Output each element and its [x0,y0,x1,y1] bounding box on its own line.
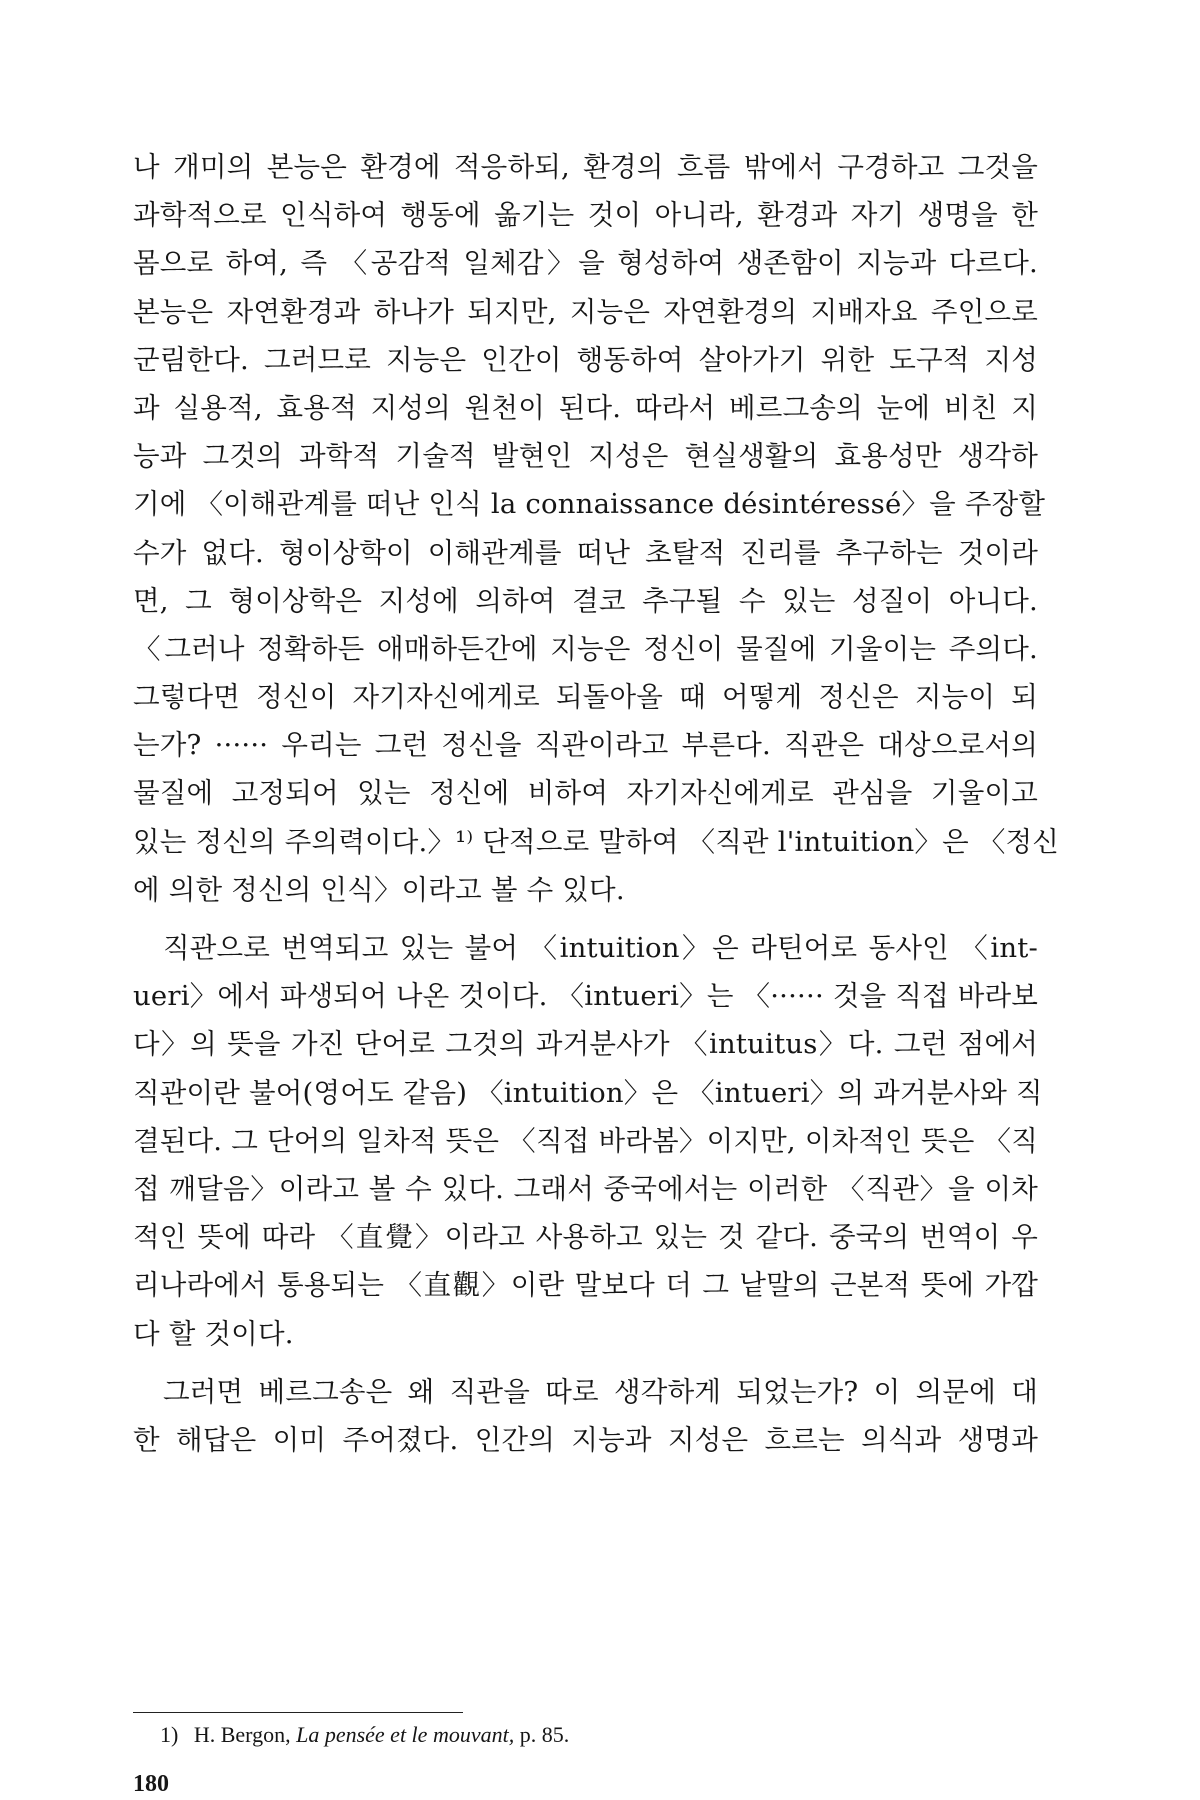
text-line: 다 할 것이다. [133,1317,294,1350]
text-line: 접 깨달음〉이라고 볼 수 있다. 그래서 중국에서는 이러한 〈직관〉을 이차 [133,1172,1038,1205]
text-line: 있는 정신의 주의력이다.〉¹⁾ 단적으로 말하여 〈직관 l'intuition〉은 〈정신 [133,825,1060,858]
footnote-divider [133,1712,463,1713]
page-number: 180 [133,1771,169,1797]
text-line: 본능은 자연환경과 하나가 되지만, 지능은 자연환경의 지배자요 주인으로 [133,295,1038,328]
paragraph-gap [133,1358,1038,1368]
text-line: 리나라에서 통용되는 〈直觀〉이란 말보다 더 그 낱말의 근본적 뜻에 가깝 [133,1269,1038,1302]
text-line: 결된다. 그 단어의 일차적 뜻은 〈직접 바라봄〉이지만, 이차적인 뜻은 〈직 [133,1124,1038,1157]
paragraph-1 [133,143,1060,914]
text-line: 몸으로 하여, 즉 〈공감적 일체감〉을 형성하여 생존함이 지능과 다르다. [133,247,1038,280]
text-line: ueri〉에서 파생되어 나온 것이다. 〈intueri〉는 〈······ 것을 직접 바라보 [133,980,1039,1013]
footnote [160,1720,569,1750]
footnote-author: H. Bergon, [193,1722,291,1747]
body-text [133,143,1060,1464]
footnote-page: p. 85. [519,1722,570,1747]
text-line: 면, 그 형이상학은 지성에 의하여 결코 추구될 수 있는 성질이 아니다. [133,584,1038,617]
text-line: 나 개미의 본능은 환경에 적응하되, 환경의 흐름 밖에서 구경하고 그것을 [133,151,1038,183]
paragraph-2 [133,924,1043,1358]
text-line: 군림한다. 그러므로 지능은 인간이 행동하여 살아가기 위한 도구적 지성 [133,343,1038,376]
text-line: 과학적으로 인식하여 행동에 옮기는 것이 아니라, 환경과 자기 생명을 한 [133,199,1038,232]
text-line: 에 의한 정신의 인식〉이라고 볼 수 있다. [133,873,625,906]
text-line: 〈그러나 정확하든 애매하든간에 지능은 정신이 물질에 기울이는 주의다. [133,632,1038,665]
text-line: 다〉의 뜻을 가진 단어로 그것의 과거분사가 〈intuitus〉다. 그런 점에서 [133,1028,1038,1061]
text-line: 기에 〈이해관계를 떠난 인식 la connaissance désintéressé〉을 주장할 [133,488,1046,521]
text-line: 한 해답은 이미 주어졌다. 인간의 지능과 지성은 흐르는 의식과 생명과 [133,1423,1038,1456]
footnote-title: La pensée et le mouvant, [296,1722,515,1747]
footnote-number: 1) [160,1722,179,1747]
text-line: 그렇다면 정신이 자기자신에게로 되돌아올 때 어떻게 정신은 지능이 되 [133,681,1038,714]
text-line: 는가? ······ 우리는 그런 정신을 직관이라고 부른다. 직관은 대상으로서의 [133,729,1038,762]
text-line: 적인 뜻에 따라 〈直覺〉이라고 사용하고 있는 것 같다. 중국의 번역이 우 [133,1221,1038,1254]
text-line: 과 실용적, 효용적 지성의 원천이 된다. 따라서 베르그송의 눈에 비친 지 [133,391,1038,424]
text-line: 그러면 베르그송은 왜 직관을 따로 생각하게 되었는가? 이 의문에 대 [163,1375,1038,1408]
paragraph-gap [133,914,1038,924]
text-line: 능과 그것의 과학적 기술적 발현인 지성은 현실생활의 효용성만 생각하 [133,440,1038,473]
text-line: 직관으로 번역되고 있는 불어 〈intuition〉은 라틴어로 동사인 〈int- [163,932,1038,964]
text-line: 직관이란 불어(영어도 같음) 〈intuition〉은 〈intueri〉의 과거분사와 직 [133,1076,1043,1109]
text-line: 수가 없다. 형이상학이 이해관계를 떠난 초탈적 진리를 추구하는 것이라 [133,536,1038,569]
text-line: 물질에 고정되어 있는 정신에 비하여 자기자신에게로 관심을 기울이고 [133,777,1038,810]
paragraph-3 [133,1368,1038,1464]
